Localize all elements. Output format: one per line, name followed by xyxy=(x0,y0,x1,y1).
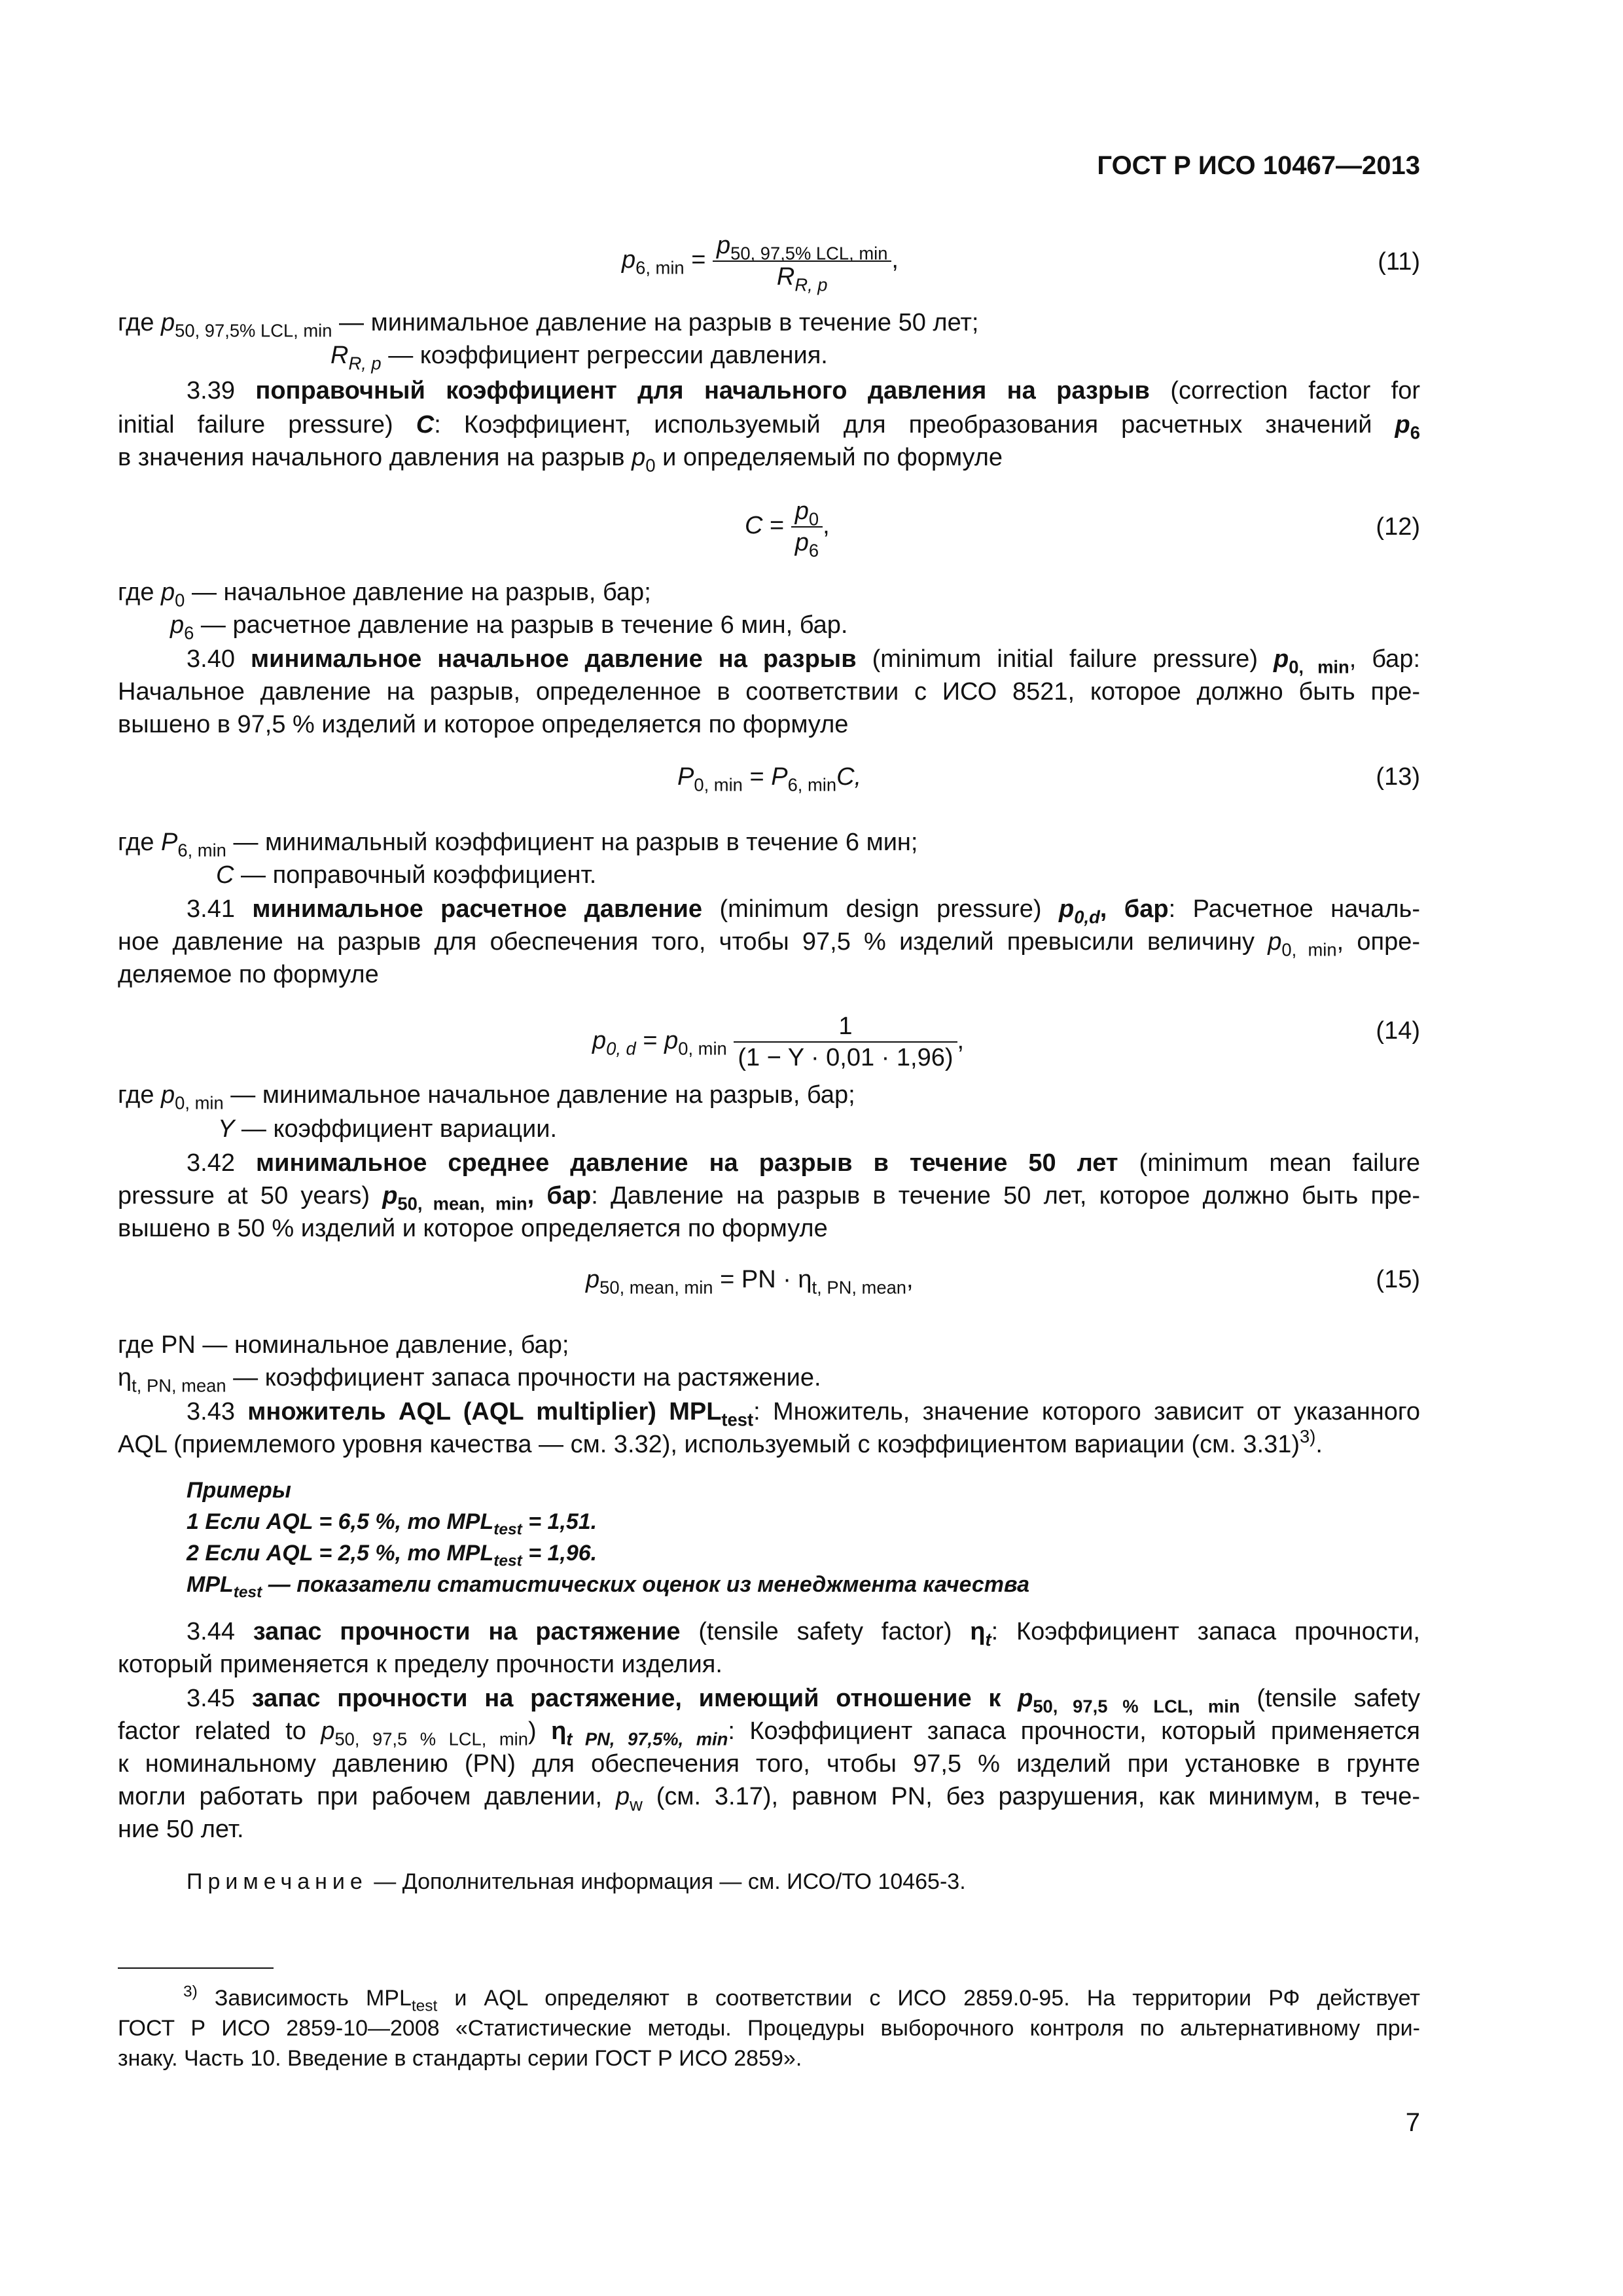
equation-number-13: (13) xyxy=(1376,763,1420,791)
where-12-line2: $p_6$ — расчетное давление на разрыв в течение 6 мин, бар. xyxy=(170,611,848,643)
section-3-45-line1: 3.45 запас прочности на растяжение, имеющий отношение к $p_{50, 97,5 \% LCL, min}$ (tensile safety xyxy=(187,1685,1420,1717)
section-3-42-line2: pressure at 50 years) $p_{50, mean, min}$, бар: Давление на разрыв в течение 50 лет, которое должно быть пре- xyxy=(118,1182,1421,1214)
section-3-43-line1: 3.43 множитель AQL (AQL multiplier) $MPL_{test}$: Множитель, значение которого зависит от указанного xyxy=(187,1398,1421,1430)
section-3-42-line3: вышено в 50 % изделий и которое определяется по формуле xyxy=(118,1215,828,1242)
footnote-line2: ГОСТ Р ИСО 2859-10—2008 «Статистические методы. Процедуры выборочного контроля по альтернативному при- xyxy=(118,2016,1420,2041)
note: Примечание — Дополнительная информация — см. ИСО/ТО 10465-3. xyxy=(187,1869,966,1894)
where-15-line1: где PN — номинальное давление, бар; xyxy=(118,1331,569,1359)
section-3-45-line5: ние 50 лет. xyxy=(118,1816,244,1843)
example-1: 1 Если AQL = 6,5 %, то $MPL_{test} = 1,51$. xyxy=(187,1509,597,1539)
equation-number-11: (11) xyxy=(1378,248,1420,276)
section-3-40-line1: 3.40 минимальное начальное давление на разрыв (minimum initial failure pressure) $p_{0, min}$, бар: xyxy=(187,645,1421,677)
section-3-43-line2: AQL (приемлемого уровня качества — см. 3.32), используемый с коэффициентом вариации (см. 3.31)$^{3)}$. xyxy=(118,1426,1323,1458)
example-3: $MPL_{test}$ — показатели статистических оценок из менеджмента качества xyxy=(187,1572,1029,1602)
where-14-line2: Y — коэффициент вариации. xyxy=(218,1115,558,1143)
footnote-line3: знаку. Часть 10. Введение в стандарты серии ГОСТ Р ИСО 2859». xyxy=(118,2046,802,2071)
section-3-39-line3: в значения начального давления на разрыв $p_0$ и определяемый по формуле xyxy=(118,444,1003,476)
section-3-42-line1: 3.42 минимальное среднее давление на разрыв в течение 50 лет (minimum mean failure xyxy=(187,1149,1420,1177)
equation-15: $p_{50, mean, min}$ = PN · $\eta_{t, PN, mean}$, xyxy=(586,1266,914,1298)
where-11-line2: $R_{R, p}$ — коэффициент регрессии давления. xyxy=(330,342,828,374)
section-3-40-line2: Начальное давление на разрыв, определенное в соответствии с ИСО 8521, которое должно быть пре- xyxy=(118,678,1420,706)
equation-12: C = $\frac{p_0}{p_6}$ , xyxy=(745,497,830,561)
section-3-41-line3: деляемое по формуле xyxy=(118,961,379,988)
example-2: 2 Если AQL = 2,5 %, то $MPL_{test} = 1,96$. xyxy=(187,1541,597,1570)
section-3-39-line2: initial failure pressure) C: Коэффициент, используемый для преобразования расчетных значений $p_6$ xyxy=(118,411,1420,443)
where-11-line1: где $p_{50, 97,5\% LCL, min}$ — минимальное давление на разрыв в течение 50 лет; xyxy=(118,309,979,341)
section-3-45-line2: factor related to $p_{50, 97,5 \% LCL, min}$) $\eta_{t PN, 97,5\%, min}$: Коэффициент запаса прочности, который применяется xyxy=(118,1717,1420,1749)
equation-14: $p_{0, d} = p_{0, min}$ $\frac{1}{(1 - Y \cdot 0,01 \cdot 1,96)}$ , xyxy=(592,1013,965,1071)
section-3-45-line3: к номинальному давлению (PN) для обеспечения того, чтобы 97,5 % изделий при установке в грунте xyxy=(118,1750,1420,1778)
section-3-41-line2: ное давление на разрыв для обеспечения того, чтобы 97,5 % изделий превысили величину $p_{0, min}$, опре- xyxy=(118,928,1421,960)
where-14-line1: где $p_{0, min}$ — минимальное начальное давление на разрыв, бар; xyxy=(118,1081,855,1113)
equation-13: $P_{0, min} = P_{6, min}C$, xyxy=(677,763,862,795)
section-3-44-line1: 3.44 запас прочности на растяжение (tensile safety factor) $\eta_t$: Коэффициент запаса прочности, xyxy=(187,1618,1420,1650)
examples-title: Примеры xyxy=(187,1478,291,1503)
where-13-line2: C — поправочный коэффициент. xyxy=(216,861,597,889)
equation-11: $p_{6, min}$ = $\frac{p_{50, 97,5\% LCL, min}}{R_{R, p}}$ , xyxy=(622,232,899,295)
section-3-41-line1: 3.41 минимальное расчетное давление (minimum design pressure) $p_{0,d}$, бар: Расчетное началь- xyxy=(187,895,1420,927)
section-3-39-line1: 3.39 поправочный коэффициент для начального давления на разрыв (correction factor for xyxy=(187,377,1421,404)
where-13-line1: где $P_{6, min}$ — минимальный коэффициент на разрыв в течение 6 мин; xyxy=(118,829,918,861)
section-3-44-line2: который применяется к пределу прочности изделия. xyxy=(118,1651,722,1678)
footnote-line1: $^{3)}$ Зависимость $MPL_{test}$ и AQL определяют в соответствии с ИСО 2859.0-95. На территории РФ действует xyxy=(183,1982,1421,2015)
section-3-45-line4: могли работать при рабочем давлении, $p_w$ (см. 3.17), равном PN, без разрушения, как минимум, в тече- xyxy=(118,1783,1421,1815)
page-number: 7 xyxy=(1405,2108,1420,2137)
where-15-line2: $\eta_{t, PN, mean}$ — коэффициент запаса прочности на растяжение. xyxy=(118,1364,821,1396)
equation-number-12: (12) xyxy=(1376,513,1420,541)
where-12-line1: где $p_0$ — начальное давление на разрыв, бар; xyxy=(118,579,651,611)
equation-number-14: (14) xyxy=(1376,1017,1420,1045)
document-header-code: ГОСТ Р ИСО 10467—2013 xyxy=(1097,151,1420,180)
footnote-separator xyxy=(118,1967,274,1969)
equation-number-15: (15) xyxy=(1376,1266,1420,1293)
section-3-40-line3: вышено в 97,5 % изделий и которое определяется по формуле xyxy=(118,711,849,738)
